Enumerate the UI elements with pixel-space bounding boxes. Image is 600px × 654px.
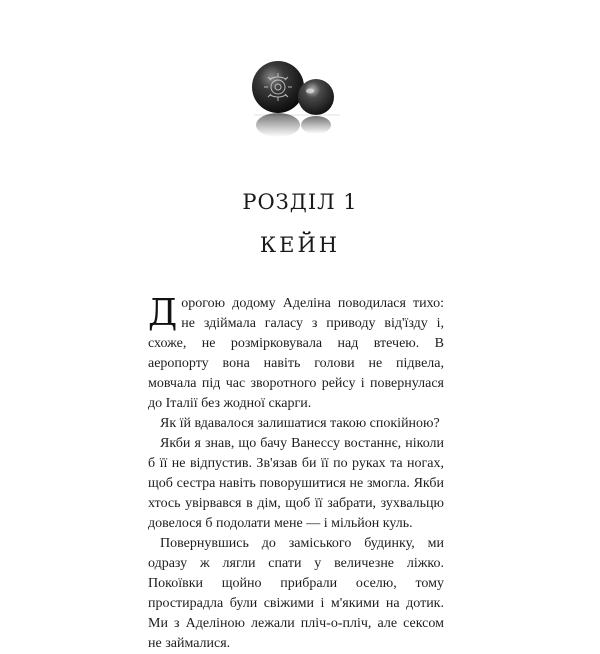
paragraph: Якби я знав, що бачу Ванессу востаннє, ніколи б її не відпустив. Зв'язав би її по руках та ногах, щоб сестра навіть поворушитися не змогла. Якби хтось увірвався в дім, щоб її забрати, зухвальцю довелося б подолати мене — і мільйон куль. — [148, 436, 444, 531]
chapter-title: КЕЙН — [259, 233, 341, 257]
paragraph — [148, 294, 444, 414]
pearl-ornament-icon — [240, 55, 360, 140]
chapter-number: РОЗДІЛ 1 — [242, 190, 358, 214]
chapter-body — [148, 294, 444, 654]
drop-cap: Д — [148, 293, 178, 334]
paragraph: Повернувшись до заміського будинку, ми одразу ж лягли спати у величезне ліжко. Покоївки щойно прибрали оселю, тому простирадла були свіжими і м'якими на дотик. Ми з Аделіною лежали пліч-о-пліч, але сексом не займалися. — [148, 536, 444, 651]
paragraph-text: орогою додому Аделіна поводилася тихо: не здіймала галасу з приводу від'їзду і, схоже, не розмірковувала над втечею. В аеропорту вона навіть голови не підвела, мовчала під час зворотного рейсу і повернулася до Італії без жодної скарги. — [148, 296, 444, 411]
paragraph: Як їй вдавалося залишатися такою спокійною? — [160, 416, 440, 431]
